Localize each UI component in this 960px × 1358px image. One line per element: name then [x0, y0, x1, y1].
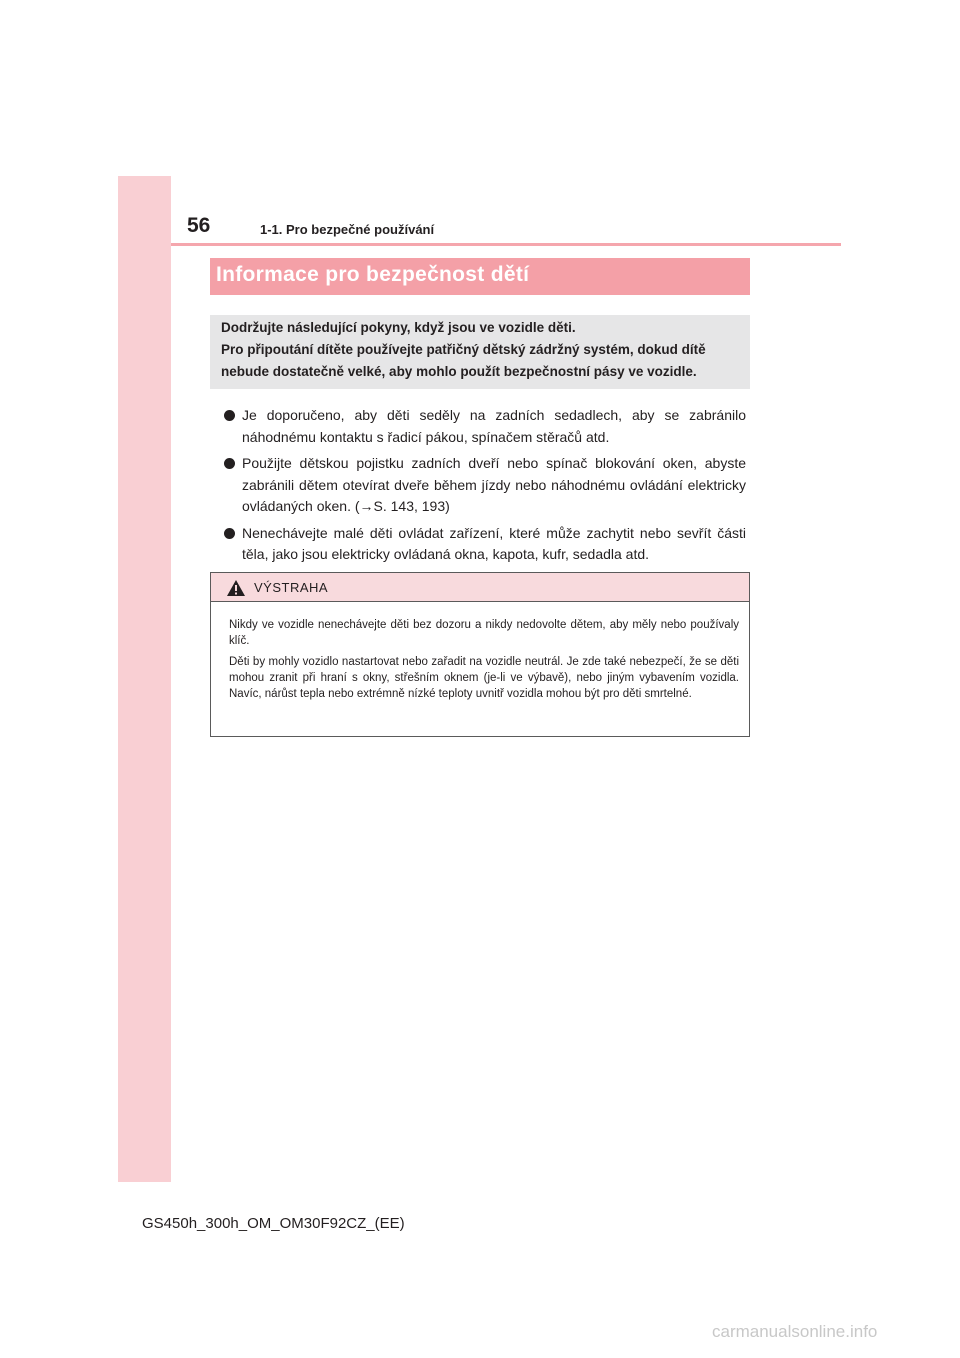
warning-paragraph: Děti by mohly vozidlo nastartovat nebo zařadit na vozidle neutrál. Je zde také nebezpečí, že se děti mohou zranit při hraní s okny, střešním oknem (je-li ve výbavě), nebo jiným vybavením vozidla. Navíc, nárůst tepla nebo extrémně nízké teploty uvnitř vozidla mohou být pro děti smrtelné.	[229, 656, 739, 700]
bullet-dot-icon	[224, 528, 235, 539]
intro-line: Dodržujte následující pokyny, když jsou ve vozidle děti.	[221, 320, 576, 335]
warning-paragraph: Nikdy ve vozidle nenechávejte děti bez dozoru a nikdy nedovolte dětem, aby měly nebo používaly klíč.	[229, 619, 739, 647]
bullet-dot-icon	[224, 458, 235, 469]
warning-header	[211, 573, 749, 602]
header-divider	[171, 243, 841, 246]
bullet-list	[220, 405, 746, 571]
bullet-item	[220, 523, 746, 566]
bullet-item	[220, 453, 746, 518]
warning-triangle-icon	[226, 579, 246, 597]
intro-line: nebude dostatečně velké, aby mohlo použít bezpečnostní pásy ve vozidle.	[221, 364, 697, 379]
bullet-text: Použijte dětskou pojistku zadních dveří nebo spínač blokování oken, abyste zabránili dětem otevírat dveře během jízdy nebo náhodnému ovládání elektricky ovládaných oken. (→S. 143, 193)	[242, 455, 746, 514]
intro-line: Pro připoutání dítěte používejte patřičný dětský zádržný systém, dokud dítě	[221, 342, 706, 357]
document-code: GS450h_300h_OM_OM30F92CZ_(EE)	[142, 1215, 405, 1232]
warning-box	[210, 572, 750, 737]
bullet-text: Je doporučeno, aby děti seděly na zadních sedadlech, aby se zabránilo náhodnému kontaktu s řadicí pákou, spínačem stěračů atd.	[242, 407, 746, 445]
side-tab-band	[118, 176, 171, 1182]
section-title: 1-1. Pro bezpečné používání	[260, 222, 435, 237]
intro-box	[210, 315, 750, 389]
warning-title: VÝSTRAHA	[254, 580, 329, 595]
bullet-dot-icon	[224, 410, 235, 421]
page-number: 56	[187, 214, 211, 237]
page-heading: Informace pro bezpečnost dětí	[216, 263, 530, 286]
heading-bar	[210, 258, 750, 295]
bullet-text: Nenechávejte malé děti ovládat zařízení, které může zachytit nebo sevřít části těla, jako jsou elektricky ovládaná okna, kapota, kufr, sedadla atd.	[242, 524, 746, 562]
bullet-item	[220, 405, 746, 448]
watermark: carmanualsonline.info	[712, 1322, 878, 1341]
warning-body	[229, 617, 739, 707]
